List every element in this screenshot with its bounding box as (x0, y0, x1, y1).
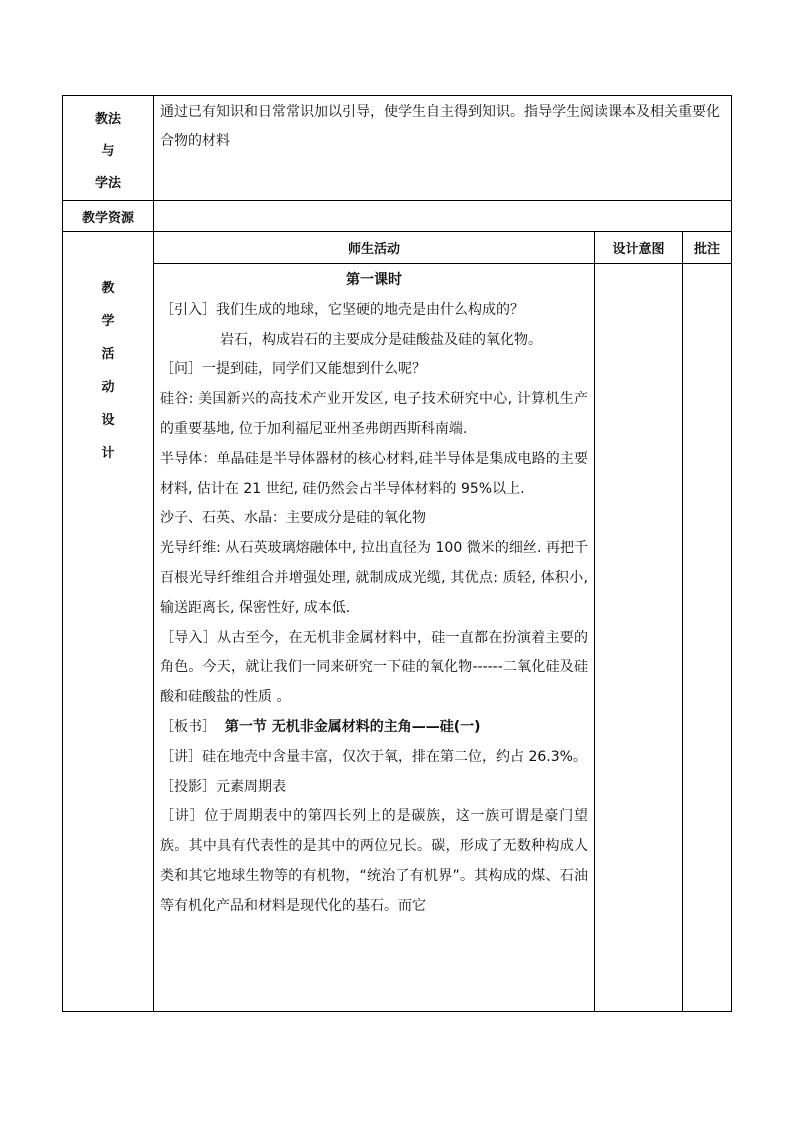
methods-label-line: 教法 (94, 112, 121, 127)
methods-content (154, 96, 732, 201)
activity-label-char: 设 (101, 413, 115, 428)
methods-label (63, 96, 154, 201)
col-header-annotation: 批注 (683, 232, 732, 264)
activity-header-row (63, 232, 732, 264)
resources-label: 教学资源 (63, 201, 154, 232)
activity-line: 硅谷: 美国新兴的高技术产业开发区, 电子技术研究中心, 计算机生产的重要基地, 位于加利福尼亚州圣弗朗西斯科南端. (160, 391, 588, 437)
lesson-plan-table (62, 95, 732, 1012)
activity-label-char: 动 (101, 380, 115, 395)
activities-text (154, 264, 594, 922)
activity-line: 光导纤维: 从石英玻璃熔融体中, 拉出直径为 100 微米的细丝. 再把千百根光导纤维组合并增强处理, 就制成成光缆, 其优点: 质轻, 体积小, 输送距离长, 保密性好, 成本低. (160, 540, 588, 616)
activity-line: ［引入］我们生成的地球，它坚硬的地壳是由什么构成的？ (160, 301, 524, 318)
activity-line: ［投影］元素周期表 (160, 778, 286, 795)
col-header-activities: 师生活动 (154, 232, 595, 264)
methods-row (63, 96, 732, 201)
resources-content (154, 201, 732, 232)
methods-text: 通过已有知识和日常常识加以引导，使学生自主得到知识。指导学生阅读课本及相关重要化合物的材料 (160, 104, 720, 149)
activity-line: ［导入］从古至今，在无机非金属材料中，硅一直都在扮演着主要的角色。今天，就让我们一同来研究一下硅的氧化物------二氧化硅及硅酸和硅酸盐的性质 。 (160, 629, 588, 706)
lesson-title: 第一课时 (346, 272, 402, 288)
methods-label-line: 学法 (94, 176, 121, 191)
activity-label-char: 教 (101, 281, 115, 296)
activity-label (63, 232, 154, 1012)
board-tag: ［板书］ (160, 718, 216, 735)
section-title: 第一节 无机非金属材料的主角——硅(一) (224, 718, 481, 735)
activity-body-row (63, 264, 732, 1012)
activity-label-char: 计 (101, 446, 115, 461)
activity-line: ［问］一提到硅，同学们又能想到什么呢？ (160, 361, 426, 378)
activity-line: 半导体：单晶硅是半导体器材的核心材料,硅半导体是集成电路的主要材料, 估计在 21 世纪, 硅仍然会占半导体材料的 95%以上. (160, 450, 588, 497)
activities-cell (154, 264, 595, 1012)
design-intent-cell (595, 264, 683, 1012)
activity-line: ［讲］位于周期表中的第四长列上的是碳族，这一族可谓是豪门望族。其中具有代表性的是其中的两位兄长。碳，形成了无数种构成人类和其它地球生物等的有机物，“统治了有机界”。其构成的煤、石油等有机化产品和材料是现代化的基石。而它 (160, 808, 588, 914)
col-header-design-intent: 设计意图 (595, 232, 683, 264)
activity-line: ［讲］硅在地壳中含量丰富，仅次于氧，排在第二位，约占 26.3%。 (160, 748, 587, 765)
methods-label-line: 与 (101, 144, 115, 159)
activity-line: 沙子、石英、水晶：主要成分是硅的氧化物 (160, 510, 426, 527)
annotation-cell (683, 264, 732, 1012)
activity-line: 岩石，构成岩石的主要成分是硅酸盐及硅的氧化物。 (220, 331, 542, 348)
activity-label-char: 学 (101, 314, 115, 329)
resources-row (63, 201, 732, 232)
activity-label-char: 活 (101, 347, 115, 362)
board-line (160, 713, 588, 743)
